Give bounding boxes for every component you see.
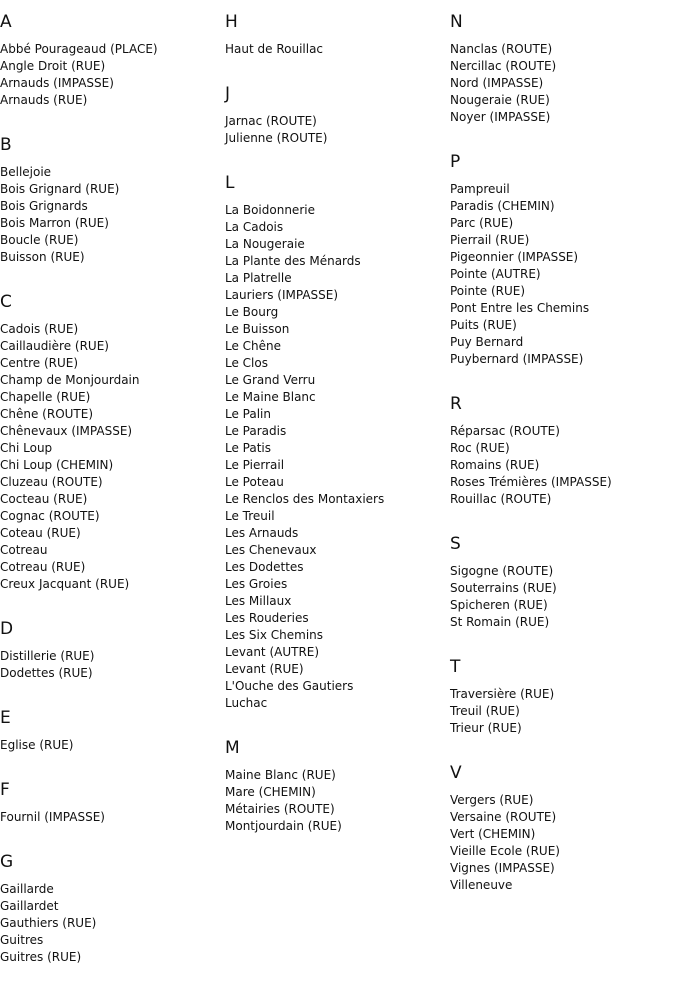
street-entry: Puybernard (IMPASSE) bbox=[450, 352, 584, 366]
street-entry: Nougeraie (RUE) bbox=[450, 93, 550, 107]
street-list bbox=[450, 41, 556, 126]
street-entry: Le Treuil bbox=[225, 509, 275, 523]
section-letter-heading: L bbox=[225, 173, 235, 193]
street-entry: Le Buisson bbox=[225, 322, 290, 336]
street-list bbox=[0, 648, 94, 682]
section-letter-heading: F bbox=[0, 780, 10, 800]
street-entry: Chi Loup (CHEMIN) bbox=[0, 458, 114, 472]
section-letter-heading: R bbox=[450, 394, 462, 414]
section-letter-heading: E bbox=[0, 708, 11, 728]
street-entry: Le Bourg bbox=[225, 305, 279, 319]
street-entry: Maine Blanc (RUE) bbox=[225, 768, 336, 782]
section-letter-heading: T bbox=[450, 657, 461, 677]
street-entry: La Boidonnerie bbox=[225, 203, 315, 217]
street-entry: Chênevaux (IMPASSE) bbox=[0, 424, 133, 438]
street-entry: Pointe (RUE) bbox=[450, 284, 526, 298]
street-entry: Le Clos bbox=[225, 356, 268, 370]
street-entry: Abbé Pourageaud (PLACE) bbox=[0, 42, 158, 56]
street-entry: Creux Jacquant (RUE) bbox=[0, 577, 130, 591]
street-entry: Roses Trémières (IMPASSE) bbox=[450, 475, 612, 489]
street-entry: Levant (RUE) bbox=[225, 662, 304, 676]
street-entry: Le Poteau bbox=[225, 475, 284, 489]
street-entry: Fournil (IMPASSE) bbox=[0, 810, 105, 824]
street-entry: Rouillac (ROUTE) bbox=[450, 492, 552, 506]
street-entry: Mare (CHEMIN) bbox=[225, 785, 316, 799]
section-letter-heading: J bbox=[225, 84, 231, 104]
street-entry: Romains (RUE) bbox=[450, 458, 540, 472]
street-entry: Treuil (RUE) bbox=[450, 704, 520, 718]
street-list bbox=[450, 563, 557, 631]
street-entry: Noyer (IMPASSE) bbox=[450, 110, 551, 124]
street-entry: Montjourdain (RUE) bbox=[225, 819, 342, 833]
street-entry: Cocteau (RUE) bbox=[0, 492, 88, 506]
street-entry: St Romain (RUE) bbox=[450, 615, 550, 629]
street-entry: Bois Grignard (RUE) bbox=[0, 182, 120, 196]
street-entry: Chêne (ROUTE) bbox=[0, 407, 94, 421]
section-letter-heading: H bbox=[225, 12, 238, 32]
street-list bbox=[450, 686, 554, 737]
street-entry: Arnauds (RUE) bbox=[0, 93, 88, 107]
street-list bbox=[0, 737, 73, 754]
street-entry: Boucle (RUE) bbox=[0, 233, 79, 247]
street-entry: Pigeonnier (IMPASSE) bbox=[450, 250, 579, 264]
street-entry: Les Dodettes bbox=[225, 560, 304, 574]
street-entry: La Nougeraie bbox=[225, 237, 305, 251]
street-entry: Puy Bernard bbox=[450, 335, 524, 349]
street-entry: Souterrains (RUE) bbox=[450, 581, 557, 595]
street-entry: Distillerie (RUE) bbox=[0, 649, 95, 663]
street-entry: Vergers (RUE) bbox=[450, 793, 534, 807]
section-letter-heading: G bbox=[0, 852, 14, 872]
street-entry: Traversière (RUE) bbox=[450, 687, 555, 701]
street-entry: Spicheren (RUE) bbox=[450, 598, 548, 612]
street-entry: La Cadois bbox=[225, 220, 284, 234]
street-list bbox=[450, 792, 560, 894]
street-entry: Jarnac (ROUTE) bbox=[225, 114, 317, 128]
street-entry: Buisson (RUE) bbox=[0, 250, 85, 264]
street-entry: Centre (RUE) bbox=[0, 356, 79, 370]
street-entry: Le Paradis bbox=[225, 424, 287, 438]
street-entry: Pampreuil bbox=[450, 182, 510, 196]
street-entry: La Platrelle bbox=[225, 271, 292, 285]
street-entry: Parc (RUE) bbox=[450, 216, 514, 230]
street-entry: Les Millaux bbox=[225, 594, 292, 608]
street-entry: Les Arnauds bbox=[225, 526, 299, 540]
street-list bbox=[0, 321, 140, 593]
section-letter-heading: N bbox=[450, 12, 463, 32]
street-entry: Le Renclos des Montaxiers bbox=[225, 492, 385, 506]
street-list bbox=[225, 202, 384, 712]
section-letter-heading: D bbox=[0, 619, 14, 639]
street-entry: Nanclas (ROUTE) bbox=[450, 42, 553, 56]
street-entry: Julienne (ROUTE) bbox=[225, 131, 328, 145]
street-entry: Angle Droit (RUE) bbox=[0, 59, 106, 73]
street-entry: Gaillarde bbox=[0, 882, 54, 896]
street-entry: Haut de Rouillac bbox=[225, 42, 324, 56]
street-entry: Nercillac (ROUTE) bbox=[450, 59, 557, 73]
street-entry: Trieur (RUE) bbox=[450, 721, 522, 735]
street-entry: La Plante des Ménards bbox=[225, 254, 361, 268]
street-entry: Cognac (ROUTE) bbox=[0, 509, 100, 523]
street-entry: Lauriers (IMPASSE) bbox=[225, 288, 339, 302]
street-list bbox=[450, 181, 589, 368]
section-letter-heading: V bbox=[450, 763, 462, 783]
street-entry: Le Pierrail bbox=[225, 458, 285, 472]
street-entry: Pierrail (RUE) bbox=[450, 233, 530, 247]
street-entry: Les Chenevaux bbox=[225, 543, 317, 557]
street-entry: Guitres (RUE) bbox=[0, 950, 82, 964]
street-entry: Vert (CHEMIN) bbox=[450, 827, 536, 841]
street-list bbox=[225, 41, 323, 58]
section-letter-heading: A bbox=[0, 12, 12, 32]
street-entry: Caillaudière (RUE) bbox=[0, 339, 109, 353]
street-entry: Métairies (ROUTE) bbox=[225, 802, 335, 816]
street-entry: Levant (AUTRE) bbox=[225, 645, 320, 659]
section-letter-heading: P bbox=[450, 152, 461, 172]
street-entry: Le Maine Blanc bbox=[225, 390, 316, 404]
street-list bbox=[225, 767, 342, 835]
street-entry: Les Groies bbox=[225, 577, 288, 591]
street-entry: Cluzeau (ROUTE) bbox=[0, 475, 103, 489]
street-entry: Vignes (IMPASSE) bbox=[450, 861, 555, 875]
street-entry: Le Chêne bbox=[225, 339, 282, 353]
street-entry: Coteau (RUE) bbox=[0, 526, 81, 540]
street-entry: Puits (RUE) bbox=[450, 318, 517, 332]
street-entry: Le Patis bbox=[225, 441, 272, 455]
section-letter-heading: S bbox=[450, 534, 461, 554]
street-list bbox=[0, 809, 105, 826]
street-entry: Bellejoie bbox=[0, 165, 52, 179]
street-entry: Cotreau bbox=[0, 543, 48, 557]
street-entry: Pointe (AUTRE) bbox=[450, 267, 541, 281]
street-entry: Gauthiers (RUE) bbox=[0, 916, 97, 930]
street-entry: Roc (RUE) bbox=[450, 441, 510, 455]
street-entry: Cotreau (RUE) bbox=[0, 560, 86, 574]
street-entry: Bois Marron (RUE) bbox=[0, 216, 109, 230]
street-entry: Vieille Ecole (RUE) bbox=[450, 844, 560, 858]
street-list bbox=[0, 881, 96, 966]
street-entry: Dodettes (RUE) bbox=[0, 666, 93, 680]
street-entry: Réparsac (ROUTE) bbox=[450, 424, 560, 438]
street-entry: Nord (IMPASSE) bbox=[450, 76, 544, 90]
street-entry: Versaine (ROUTE) bbox=[450, 810, 557, 824]
street-entry: Chapelle (RUE) bbox=[0, 390, 91, 404]
street-entry: Gaillardet bbox=[0, 899, 59, 913]
section-letter-heading: B bbox=[0, 135, 12, 155]
street-entry: Chi Loup bbox=[0, 441, 53, 455]
street-entry: L'Ouche des Gautiers bbox=[225, 679, 354, 693]
street-entry: Paradis (CHEMIN) bbox=[450, 199, 555, 213]
street-entry: Cadois (RUE) bbox=[0, 322, 79, 336]
street-entry: Eglise (RUE) bbox=[0, 738, 74, 752]
street-list bbox=[225, 113, 327, 147]
street-entry: Guitres bbox=[0, 933, 44, 947]
street-entry: Le Grand Verru bbox=[225, 373, 316, 387]
street-entry: Pont Entre les Chemins bbox=[450, 301, 590, 315]
street-entry: Les Six Chemins bbox=[225, 628, 324, 642]
section-letter-heading: C bbox=[0, 292, 12, 312]
street-list bbox=[0, 164, 119, 266]
street-entry: Le Palin bbox=[225, 407, 271, 421]
street-entry: Luchac bbox=[225, 696, 268, 710]
section-letter-heading: M bbox=[225, 738, 240, 758]
street-list bbox=[450, 423, 612, 508]
street-entry: Villeneuve bbox=[450, 878, 513, 892]
street-entry: Bois Grignards bbox=[0, 199, 88, 213]
street-entry: Les Rouderies bbox=[225, 611, 309, 625]
street-entry: Champ de Monjourdain bbox=[0, 373, 140, 387]
street-entry: Sigogne (ROUTE) bbox=[450, 564, 554, 578]
street-entry: Arnauds (IMPASSE) bbox=[0, 76, 114, 90]
street-list bbox=[0, 41, 158, 109]
